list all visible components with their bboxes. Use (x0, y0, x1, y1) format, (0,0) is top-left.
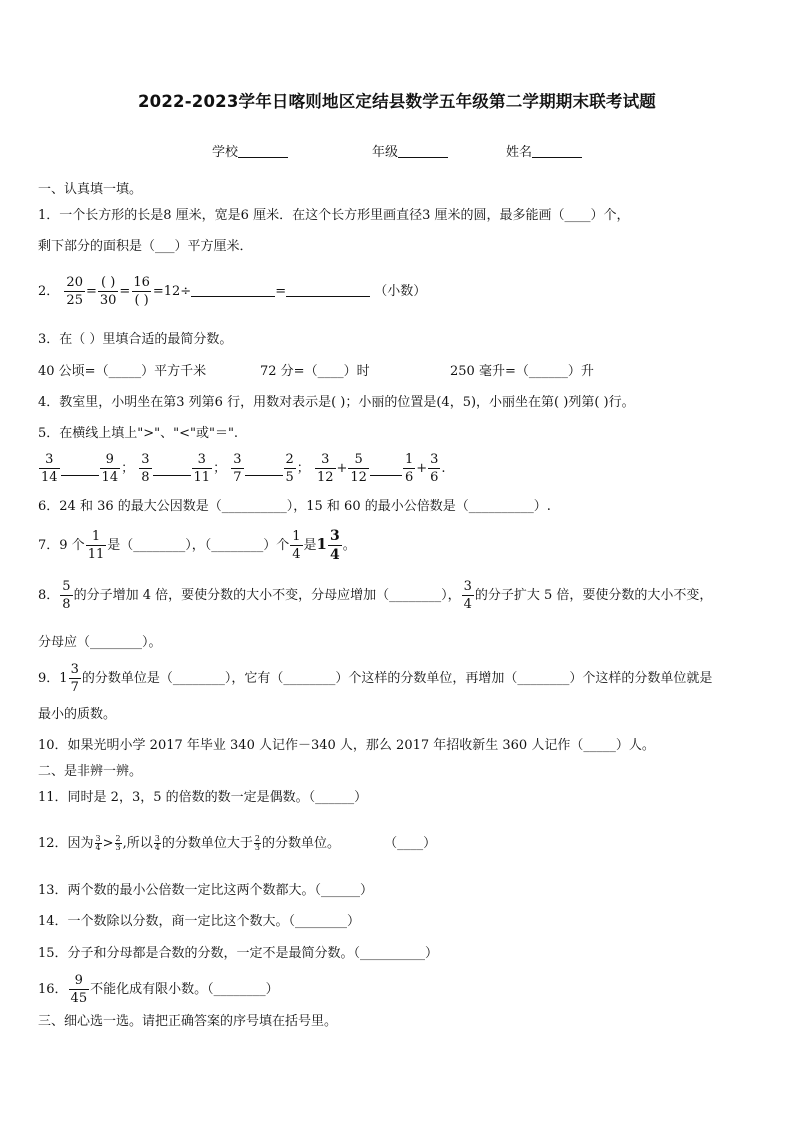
school-label: 学校 (212, 145, 239, 160)
school-field[interactable] (212, 141, 288, 160)
fraction: $\frac{20}{25}$ (66, 275, 83, 308)
fraction: $\frac{16}{( )}$ (133, 275, 150, 308)
question-12: 12．因为 $\frac{3}{4}$ > $\frac{2}{3}$ ,所以 $\frac{3}{4}$ 的分数单位大于 $\frac{2}{3}$ 的分数单位。 （____） (38, 834, 437, 852)
question-9-line-2: 最小的质数。 (38, 707, 117, 722)
question-5: 5．在横线上填上">"、"<"或"＝". (38, 426, 239, 441)
answer-blank[interactable] (286, 282, 370, 297)
question-1-line-2: 剩下部分的面积是（___）平方厘米． (38, 239, 253, 254)
grade-label: 年级 (372, 145, 399, 160)
answer-blank[interactable] (191, 282, 275, 297)
question-6: 6．24 和 36 的最大公因数是（__________），15 和 60 的最小公倍数是（__________）. (38, 499, 551, 514)
grade-field[interactable] (372, 141, 448, 160)
compare-blank[interactable] (370, 461, 402, 476)
question-2: 2． $\frac{20}{25}$ = $\frac{( )}{30}$ = $\frac{16}{( )}$ =12÷ = （小数） (38, 275, 427, 308)
exam-page: 2022-2023学年日喀则地区定结县数学五年级第二学期期末联考试题 学校 年级 姓名 一、认真填一填。 1．一个长方形的长是8 厘米，宽是6 厘米．在这个长方形里画直径3 厘米的圆，最多能画（____）个， 剩下部分的面积是（___）平方厘米． 2． $\frac{20}{25}$ = $\frac{( )}{30}$ = $\frac{16}{( )}$ =12÷ = （小数） 3．在（ ）里填合适的最简分数。 40 公顷=（_____）平方千米 72 分=（____）时 250 毫升=（______）升 4．教室里，小明坐在第3 列第6 行，用数对表示是( )；小丽的位置是(4，5)，小丽坐在第( )列第( )行。 5．在横线上填上">"、"<"或"＝". $\frac{3}{14}$ $\frac{9}{14}$ ； $\frac{3}{8}$ $\frac{3}{11}$ ； $\frac{3}{7}$ $\frac{2}{5}$ ； $\frac{3}{12}$ + $\frac{5}{12}$ $\frac{1}{6}$ + $\frac{3}{6}$ . 6．24 和 36 的最大公因数是（__________），15 和 60 的最小公倍数是（__________）. 7．9 个 $\frac{1}{11}$ 是（________），（________）个 $\frac{1}{4}$ 是1 $\frac{3}{4}$ 。 8． $\frac{5}{8}$ 的分子增加 4 倍，要使分数的大小不变，分母应增加（________）， $\frac{3}{4}$ 的分子扩大 5 倍，要使分数的大小不变， 分母应（________）。 9．1 $\frac{3}{7}$ 的分数单位是（________），它有（________）个这样的分数单位，再增加（________）个这样的分数单位就是 最小的质数。 10．如果光明小学 2017 年毕业 340 人记作－340 人，那么 2017 年招收新生 360 人记作（_____）人。 二、是非辨一辨。 11．同时是 2，3，5 的倍数的数一定是偶数。（______） 12．因为 $\frac{3}{4}$ > $\frac{2}{3}$ ,所以 $\frac{3}{4}$ 的分数单位大于 $\frac{2}{3}$ 的分数单位。 （____） 13．两个数的最小公倍数一定比这两个数都大。（______） 14．一个数除以分数，商一定比这个数大。（________） 15．分子和分母都是合数的分数，一定不是最简分数。（__________） 16． $\frac{9}{45}$ 不能化成有限小数。（________） 三、细心选一选。请把正确答案的序号填在括号里。 (0, 0, 794, 1123)
question-13: 13．两个数的最小公倍数一定比这两个数都大。（______） (38, 883, 374, 898)
section-2-heading: 二、是非辨一辨。 (38, 764, 143, 779)
name-label: 姓名 (506, 145, 533, 160)
compare-blank[interactable] (245, 461, 283, 476)
fraction: $\frac{( )}{30}$ (99, 275, 117, 308)
question-8-line-2: 分母应（________）。 (38, 635, 162, 650)
compare-blank[interactable] (61, 461, 99, 476)
question-14: 14．一个数除以分数，商一定比这个数大。（________） (38, 914, 361, 929)
question-15: 15．分子和分母都是合数的分数，一定不是最简分数。（__________） (38, 946, 439, 961)
section-3-heading: 三、细心选一选。请把正确答案的序号填在括号里。 (38, 1014, 338, 1029)
question-11: 11．同时是 2，3，5 的倍数的数一定是偶数。（______） (38, 790, 368, 805)
page-title: 2022-2023学年日喀则地区定结县数学五年级第二学期期末联考试题 (138, 92, 656, 111)
question-16: 16． $\frac{9}{45}$ 不能化成有限小数。（________） (38, 973, 279, 1006)
compare-blank[interactable] (153, 461, 191, 476)
question-10: 10．如果光明小学 2017 年毕业 340 人记作－340 人，那么 2017 年招收新生 360 人记作（_____）人。 (38, 738, 655, 753)
question-7: 7．9 个 $\frac{1}{11}$ 是（________），（________）个 $\frac{1}{4}$ 是1 $\frac{3}{4}$ 。 (38, 528, 356, 563)
question-4: 4．教室里，小明坐在第3 列第6 行，用数对表示是( )；小丽的位置是(4，5)，小丽坐在第( )列第( )行。 (38, 395, 635, 410)
question-3: 3．在（ ）里填合适的最简分数。 (38, 332, 233, 347)
section-1-heading: 一、认真填一填。 (38, 182, 143, 197)
school-blank[interactable] (238, 143, 288, 158)
question-5-comparisons: $\frac{3}{14}$ $\frac{9}{14}$ ； $\frac{3}{8}$ $\frac{3}{11}$ ； $\frac{3}{7}$ $\frac{2}{5}$ ； $\frac{3}{12}$ + $\frac{5}{12}$ $\frac{1}{6}$ + $\frac{3}{6}$ . (41, 452, 446, 485)
name-field[interactable] (506, 141, 582, 160)
question-1-line-1: 1．一个长方形的长是8 厘米，宽是6 厘米．在这个长方形里画直径3 厘米的圆，最多能画（____）个， (38, 208, 630, 223)
grade-blank[interactable] (398, 143, 448, 158)
name-blank[interactable] (532, 143, 582, 158)
question-8: 8． $\frac{5}{8}$ 的分子增加 4 倍，要使分数的大小不变，分母应增加（________）， $\frac{3}{4}$ 的分子扩大 5 倍，要使分数的大小不变， (38, 579, 713, 612)
question-9: 9．1 $\frac{3}{7}$ 的分数单位是（________），它有（________）个这样的分数单位，再增加（________）个这样的分数单位就是 (38, 662, 713, 695)
